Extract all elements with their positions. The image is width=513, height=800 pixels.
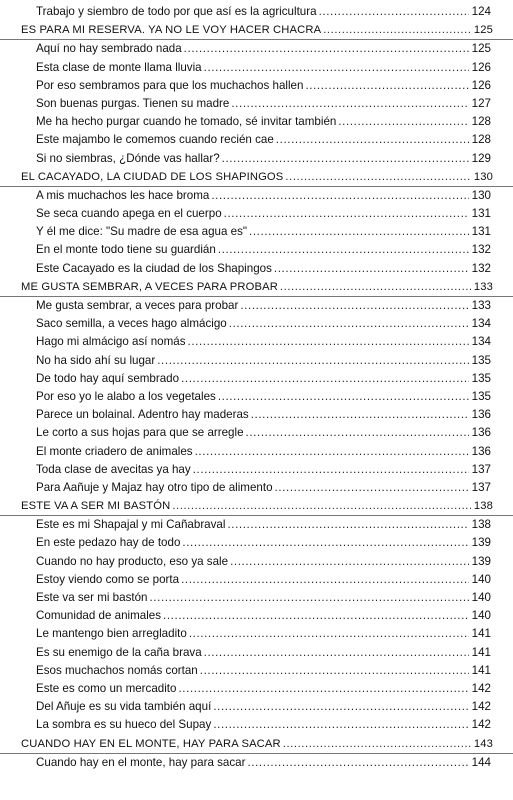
toc-page-number: 131 — [471, 225, 491, 239]
toc-entry — [0, 716, 513, 734]
dot-leader — [213, 716, 469, 734]
toc-page-number: 131 — [471, 207, 491, 221]
dot-leader — [182, 534, 469, 552]
toc-entry — [0, 406, 513, 424]
toc-section-heading — [0, 278, 513, 297]
toc-entry-title: Si no siembras, ¿Dónde vas hallar? — [36, 151, 220, 165]
toc-entry-title: Este es mi Shapajal y mi Cañabraval — [36, 518, 226, 532]
toc-page-number: 138 — [473, 500, 493, 513]
dot-leader — [231, 95, 469, 113]
toc-entry-title: De todo hay aquí sembrado — [36, 371, 180, 385]
dot-leader — [323, 21, 471, 39]
toc-page-number: 133 — [473, 280, 493, 293]
toc-entry — [0, 388, 513, 406]
toc-entry — [0, 534, 513, 552]
toc-entry-title: La sombra es su hueco del Supay — [36, 718, 212, 732]
toc-entry — [0, 131, 513, 149]
toc-entry-title: Del Añuje es su vida también aquí — [36, 700, 212, 714]
toc-entry — [0, 315, 513, 333]
toc-entry-title: Y él me dice: "Su madre de esa agua es" — [36, 225, 248, 239]
toc-page-number: 141 — [471, 663, 491, 677]
toc-page-number: 143 — [473, 737, 493, 750]
dot-leader — [229, 315, 469, 333]
toc-page-number: 144 — [471, 755, 491, 769]
dot-leader — [178, 680, 469, 698]
toc-page-number: 129 — [471, 151, 491, 165]
dot-leader — [319, 3, 469, 21]
toc-entry — [0, 40, 513, 58]
toc-entry — [0, 516, 513, 534]
dot-leader — [274, 260, 469, 278]
toc-entry — [0, 680, 513, 698]
toc-page-number: 125 — [473, 24, 493, 37]
toc-entry — [0, 461, 513, 479]
toc-page-number: 130 — [473, 170, 493, 183]
toc-entry-title: A mis muchachos les hace broma — [36, 188, 210, 202]
toc-entry-title: Me gusta sembrar, a veces para probar — [36, 299, 239, 312]
toc-entry-title: Para Aañuje y Majaz hay otro tipo de alimento — [36, 480, 273, 494]
toc-page-number: 139 — [471, 536, 491, 550]
toc-entry — [0, 95, 513, 113]
toc-entry — [0, 553, 513, 571]
toc-entry — [0, 571, 513, 589]
toc-entry-title: Cuando hay en el monte, hay para sacar — [36, 755, 246, 769]
dot-leader — [200, 662, 469, 680]
toc-entry-title: Son buenas purgas. Tienen su madre — [36, 96, 230, 110]
toc-entry — [0, 479, 513, 497]
toc-entry-title: Comunidad de animales — [36, 609, 162, 623]
dot-leader — [213, 698, 469, 716]
toc-entry-title: Este majambo le comemos cuando recién cae — [36, 133, 274, 147]
toc-entry-title: Por eso sembramos para que los muchachos hallen — [36, 78, 304, 92]
dot-leader — [189, 625, 469, 643]
toc-entry — [0, 443, 513, 461]
toc-page-number: 136 — [471, 408, 491, 422]
toc-page-number: 126 — [471, 78, 491, 92]
dot-leader — [305, 77, 469, 95]
dot-leader — [204, 59, 469, 77]
toc-entry-title: Esta clase de monte llama lluvia — [36, 60, 202, 74]
toc-entry — [0, 607, 513, 625]
toc-page-number: 128 — [471, 133, 491, 147]
toc-entry — [0, 625, 513, 643]
toc-page-number: 132 — [471, 261, 491, 275]
toc-entry — [0, 370, 513, 388]
toc-entry-title: Este es como un mercadito — [36, 681, 177, 695]
toc-page-number: 124 — [471, 5, 491, 18]
toc-page-number: 137 — [471, 480, 491, 494]
toc-entry — [0, 424, 513, 442]
table-of-contents — [0, 3, 513, 772]
dot-leader — [157, 352, 469, 370]
dot-leader — [193, 461, 469, 479]
toc-entry — [0, 352, 513, 370]
toc-entry-title: Saco semilla, a veces hago almácigo — [36, 317, 227, 331]
toc-entry-title: EL CACAYADO, LA CIUDAD DE LOS SHAPINGOS — [21, 170, 284, 183]
toc-entry-title: Le mantengo bien arregladito — [36, 627, 187, 641]
toc-page-number: 137 — [471, 462, 491, 476]
toc-page-number: 138 — [471, 518, 491, 532]
toc-entry-title: Toda clase de avecitas ya hay — [36, 462, 191, 476]
dot-leader — [181, 370, 469, 388]
toc-entry — [0, 754, 513, 772]
dot-leader — [285, 168, 471, 186]
toc-entry-title: En el monte todo tiene su guardián — [36, 243, 216, 257]
toc-entry — [0, 223, 513, 241]
dot-leader — [251, 406, 469, 424]
toc-page-number: 125 — [471, 42, 491, 56]
toc-page-number: 136 — [471, 444, 491, 458]
dot-leader — [181, 571, 469, 589]
toc-page-number: 128 — [471, 115, 491, 129]
toc-page-number: 127 — [471, 96, 491, 110]
toc-entry-title: Trabajo y siembro de todo por que así es la agricultura — [36, 5, 317, 18]
toc-entry-title: ES PARA MI RESERVA. YA NO LE VOY HACER CHACRA — [21, 24, 322, 37]
toc-entry-title: En este pedazo hay de todo — [36, 536, 181, 550]
dot-leader — [222, 150, 469, 168]
toc-page-number: 135 — [471, 371, 491, 385]
toc-entry-title: ESTE VA A SER MI BASTÓN — [21, 500, 171, 513]
dot-leader — [195, 443, 469, 461]
dot-leader — [218, 241, 469, 259]
toc-entry — [0, 187, 513, 205]
toc-page-number: 142 — [471, 700, 491, 714]
toc-entry-title: Hago mi almácigo así nomás — [36, 335, 186, 349]
toc-page-number: 130 — [471, 188, 491, 202]
dot-leader — [149, 589, 469, 607]
toc-page-number: 140 — [471, 609, 491, 623]
toc-section-heading — [0, 21, 513, 40]
toc-entry-title: Estoy viendo como se porta — [36, 572, 180, 586]
dot-leader — [230, 553, 469, 571]
toc-entry — [0, 662, 513, 680]
dot-leader — [204, 644, 469, 662]
dot-leader — [280, 278, 471, 296]
toc-page-number: 133 — [471, 299, 491, 312]
toc-page-number: 142 — [471, 718, 491, 732]
toc-page-number: 141 — [471, 627, 491, 641]
toc-entry-title: Parece un bolainal. Adentro hay maderas — [36, 408, 249, 422]
toc-entry — [0, 113, 513, 131]
toc-entry-title: Este Cacayado es la ciudad de los Shapingos — [36, 261, 272, 275]
dot-leader — [163, 607, 469, 625]
toc-entry — [0, 150, 513, 168]
toc-section-heading — [0, 735, 513, 754]
toc-entry-title: Por eso yo le alabo a los vegetales — [36, 389, 216, 403]
dot-leader — [184, 40, 469, 58]
toc-page-number: 135 — [471, 353, 491, 367]
toc-page-number: 134 — [471, 335, 491, 349]
toc-entry-title: Este va ser mi bastón — [36, 591, 148, 604]
toc-entry — [0, 3, 513, 21]
dot-leader — [172, 497, 471, 515]
dot-leader — [211, 187, 469, 205]
toc-entry-title: CUANDO HAY EN EL MONTE, HAY PARA SACAR — [21, 737, 281, 750]
toc-page-number: 136 — [471, 426, 491, 440]
dot-leader — [188, 333, 470, 351]
toc-page-number: 134 — [471, 317, 491, 331]
dot-leader — [283, 735, 471, 753]
toc-page-number: 139 — [471, 554, 491, 568]
toc-entry-title: ME GUSTA SEMBRAR, A VECES PARA PROBAR — [21, 280, 278, 293]
dot-leader — [247, 754, 469, 772]
dot-leader — [227, 516, 469, 534]
toc-entry — [0, 644, 513, 662]
dot-leader — [276, 131, 469, 149]
toc-entry — [0, 260, 513, 278]
dot-leader — [246, 424, 469, 442]
toc-section-heading — [0, 168, 513, 187]
toc-page-number: 140 — [471, 591, 491, 604]
toc-entry — [0, 698, 513, 716]
toc-entry — [0, 241, 513, 259]
toc-entry — [0, 77, 513, 95]
toc-entry-title: Esos muchachos nomás cortan — [36, 663, 198, 677]
dot-leader — [240, 297, 469, 315]
toc-entry-title: Se seca cuando apega en el cuerpo — [36, 207, 222, 221]
toc-page-number: 135 — [471, 389, 491, 403]
dot-leader — [218, 388, 469, 406]
toc-entry-title: Cuando no hay producto, eso ya sale — [36, 554, 229, 568]
toc-entry — [0, 59, 513, 77]
toc-entry-title: Me ha hecho purgar cuando he tomado, sé invitar también — [36, 115, 337, 129]
dot-leader — [275, 479, 469, 497]
toc-entry — [0, 205, 513, 223]
toc-section-heading — [0, 497, 513, 516]
toc-page-number: 126 — [471, 60, 491, 74]
toc-entry-title: Es su enemigo de la caña brava — [36, 645, 202, 659]
toc-page-number: 132 — [471, 243, 491, 257]
toc-entry-title: El monte criadero de animales — [36, 444, 193, 458]
toc-entry-title: No ha sido ahí su lugar — [36, 353, 156, 367]
toc-entry — [0, 589, 513, 607]
toc-page-number: 142 — [471, 681, 491, 695]
toc-page-number: 140 — [471, 572, 491, 586]
toc-entry — [0, 297, 513, 315]
dot-leader — [338, 113, 469, 131]
dot-leader — [249, 223, 469, 241]
dot-leader — [224, 205, 469, 223]
toc-entry-title: Aquí no hay sembrado nada — [36, 42, 182, 56]
toc-entry-title: Le corto a sus hojas para que se arregle — [36, 426, 244, 440]
toc-page-number: 141 — [471, 645, 491, 659]
toc-entry — [0, 333, 513, 351]
